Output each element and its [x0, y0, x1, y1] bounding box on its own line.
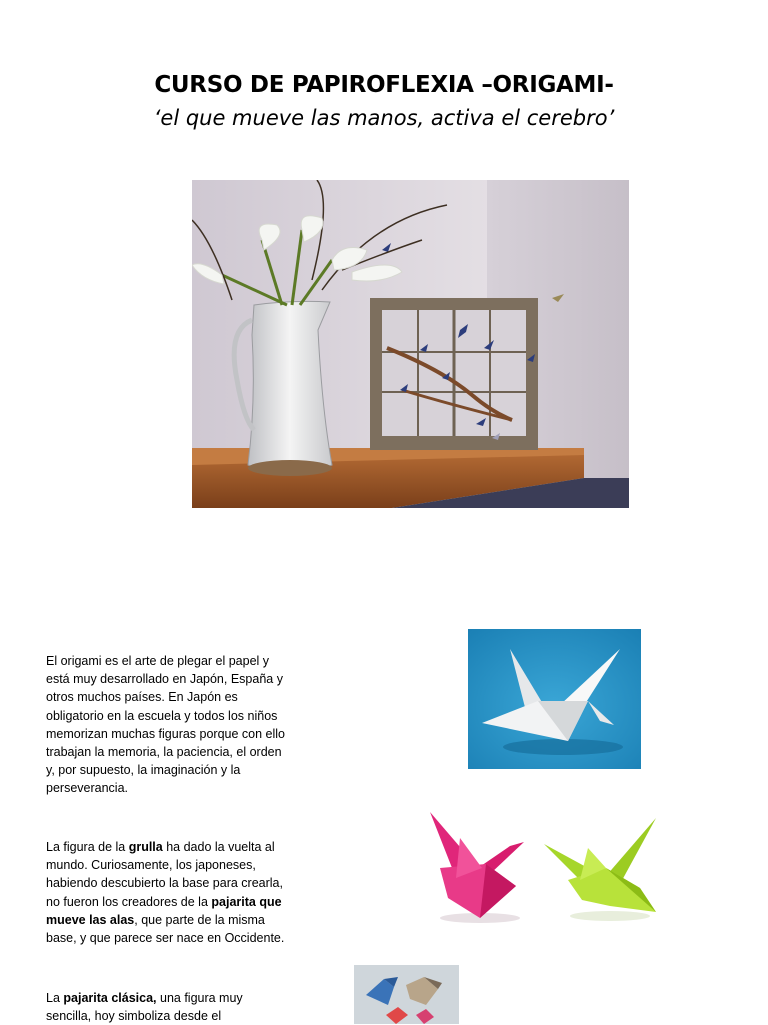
page-title: CURSO DE PAPIROFLEXIA –ORIGAMI- [154, 72, 614, 98]
crane-paragraph-text: La figura de la [46, 840, 129, 854]
photo-white-crane [468, 629, 641, 769]
grulla-highlight: grulla [128, 840, 163, 854]
pajarita-paragraph [46, 989, 290, 1025]
intro-paragraph: El origami es el arte de plegar el papel y está muy desarrollado en Japón, España y otros muchos países. En Japón es obligatorio en la escuela y todos los niños memorizan muchas figuras porque con ello trabajan la memoria, la paciencia, el orden y, por supuesto, la imaginación y la perseverancia. [46, 654, 286, 796]
crane-paragraph-text: ha dado la vuelta al mundo. Curiosamente, los japoneses, habiendo descubierto la base para crearla, no fueron los creadores de la [46, 840, 283, 909]
photo-vase-and-butterfly-frame [192, 180, 629, 508]
pajarita-alas-highlight: pajarita que mueve las alas [46, 894, 282, 927]
crane-paragraph-text: , que parte de la misma base, y que parece ser nace en Occidente. [46, 912, 285, 946]
photo-origami-birds [354, 965, 459, 1024]
pajarita-clasica-highlight: pajarita clásica, [63, 991, 157, 1005]
crane-paragraph [46, 838, 290, 947]
pajarita-paragraph-text: La [46, 991, 64, 1005]
page-subtitle: ‘el que mueve las manos, activa el cerebro’ [153, 106, 615, 130]
photo-pink-and-green-cranes [420, 808, 665, 926]
pajarita-paragraph-text: una figura muy sencilla, hoy simboliza desde el [46, 991, 243, 1024]
